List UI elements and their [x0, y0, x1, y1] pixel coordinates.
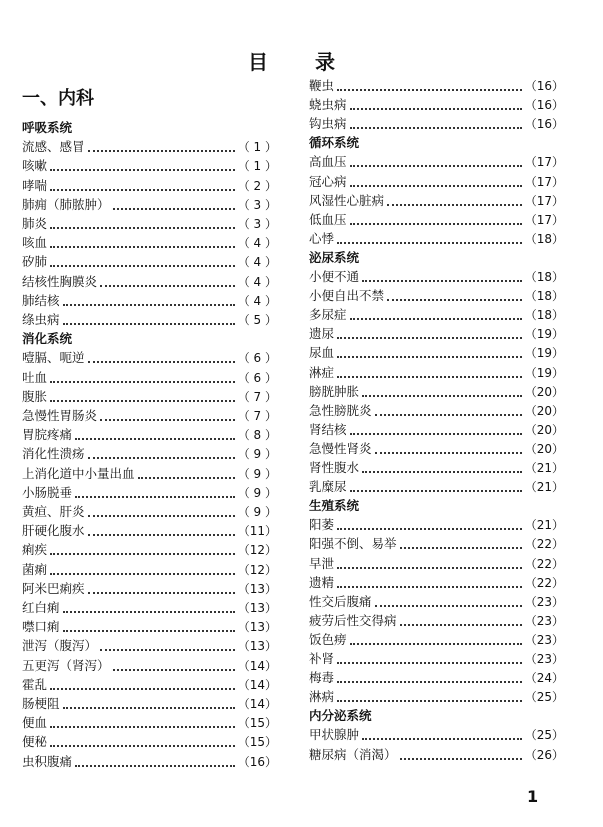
- toc-entry-title: 乳糜尿: [309, 479, 347, 495]
- toc-entry: [22, 521, 277, 541]
- dot-leader: [88, 592, 235, 594]
- toc-entry-title: 淋症: [309, 364, 335, 380]
- toc-entry: [22, 713, 277, 733]
- toc-entry-title: 便血: [22, 715, 48, 731]
- toc-entry-page: （21）: [524, 461, 564, 475]
- toc-entry-page: （ 5 ）: [237, 313, 277, 327]
- toc-entry-title: 饭色痨: [309, 631, 347, 647]
- dot-leader: [350, 643, 522, 645]
- toc-entry-title: 梅毒: [309, 670, 335, 686]
- dot-leader: [113, 208, 235, 210]
- dot-leader: [50, 400, 235, 402]
- toc-entry-page: （14）: [237, 677, 277, 692]
- dot-leader: [350, 108, 522, 110]
- dot-leader: [387, 299, 522, 301]
- toc-entry: [309, 687, 564, 707]
- toc-entry-title: 疲劳后性交得病: [309, 612, 397, 628]
- toc-entry: [22, 560, 277, 580]
- dot-leader: [63, 707, 235, 709]
- toc-entry: [309, 515, 564, 535]
- dot-leader: [350, 127, 522, 129]
- toc-entry-page: （18）: [524, 231, 564, 246]
- toc-entry-title: 急性膀胱炎: [309, 402, 372, 418]
- dot-leader: [337, 567, 522, 569]
- toc-entry: [22, 656, 277, 676]
- dot-leader: [350, 223, 522, 225]
- toc-entry-title: 阳强不倒、易举: [309, 536, 397, 552]
- toc-entry-title: 肝硬化腹水: [22, 523, 85, 539]
- toc-entry-title: 遗精: [309, 574, 335, 590]
- toc-entry: [22, 540, 277, 560]
- toc-entry-page: （17）: [524, 174, 564, 189]
- toc-entry-page: （13）: [237, 581, 277, 596]
- dot-leader: [63, 304, 235, 306]
- toc-entry-page: （ 2 ）: [237, 178, 277, 193]
- toc-entry: [22, 310, 277, 330]
- dot-leader: [50, 745, 235, 747]
- dot-leader: [88, 534, 235, 536]
- toc-entry: [22, 752, 277, 772]
- toc-entry-page: （ 3 ）: [237, 217, 277, 231]
- toc-entry: [22, 483, 277, 503]
- toc-entry: [309, 324, 564, 344]
- dot-leader: [50, 246, 235, 248]
- toc-entry: [22, 406, 277, 426]
- toc-entry-title: 糖尿病（消渴）: [309, 746, 397, 762]
- toc-entry-page: （ 4 ）: [237, 236, 277, 251]
- toc-entry: [309, 363, 564, 383]
- toc-entry-title: 绦虫病: [22, 312, 60, 327]
- toc-entry-page: （19）: [524, 327, 564, 342]
- toc-entry: [22, 464, 277, 484]
- category-heading: 内分泌系统: [309, 708, 372, 724]
- toc-entry-page: （17）: [524, 193, 564, 208]
- toc-entry-page: （20）: [524, 384, 564, 399]
- toc-entry: [309, 172, 564, 192]
- toc-entry: [309, 191, 564, 211]
- dot-leader: [350, 433, 522, 435]
- dot-leader: [337, 681, 522, 683]
- toc-entry-page: （ 3 ）: [237, 197, 277, 212]
- dot-leader: [50, 265, 235, 267]
- dot-leader: [100, 285, 235, 287]
- toc-entry-page: （23）: [524, 613, 564, 628]
- toc-entry: [309, 210, 564, 230]
- toc-entry-page: （15）: [237, 716, 277, 731]
- toc-entry-title: 小便不通: [309, 269, 360, 284]
- toc-entry-title: 小肠脱垂: [22, 484, 73, 500]
- toc-entry-page: （17）: [524, 155, 564, 170]
- dot-leader: [375, 605, 522, 607]
- dot-leader: [75, 765, 235, 767]
- dot-leader: [75, 438, 235, 440]
- toc-entry: [309, 76, 564, 96]
- page-title: 目 录: [248, 50, 355, 74]
- dot-leader: [50, 553, 235, 555]
- toc-entry: [309, 649, 564, 669]
- toc-entry: [22, 444, 277, 464]
- toc-entry: [22, 291, 277, 311]
- toc-entry: [309, 305, 564, 325]
- toc-entry-page: （ 1 ）: [237, 159, 277, 174]
- toc-entry: [309, 114, 564, 134]
- toc-entry-page: （ 4 ）: [237, 255, 277, 270]
- dot-leader: [350, 165, 522, 167]
- toc-entry-title: 风湿性心脏病: [309, 192, 385, 208]
- toc-entry-page: （22）: [524, 537, 564, 552]
- toc-entry-page: （22）: [524, 575, 564, 590]
- toc-entry-title: 红白痢: [22, 600, 60, 615]
- toc-entry: [22, 272, 277, 292]
- toc-entry-title: 五更泻（肾泻）: [22, 657, 110, 673]
- dot-leader: [337, 700, 522, 702]
- toc-entry: [309, 343, 564, 363]
- toc-entry: [309, 668, 564, 688]
- toc-entry-page: （ 9 ）: [237, 505, 277, 519]
- toc-entry: [309, 286, 564, 306]
- toc-entry-title: 虫积腹痛: [22, 753, 73, 769]
- toc-entry-page: （ 8 ）: [237, 428, 277, 443]
- toc-entry: [309, 152, 564, 172]
- toc-entry-page: （19）: [524, 346, 564, 361]
- toc-entry-title: 阳萎: [309, 517, 335, 533]
- dot-leader: [100, 419, 235, 421]
- toc-entry-title: 胃脘疼痛: [22, 427, 73, 443]
- toc-entry-page: （15）: [237, 735, 277, 750]
- toc-entry-page: （12）: [237, 562, 277, 577]
- dot-leader: [100, 649, 235, 651]
- toc-entry-title: 肾性腹水: [309, 460, 360, 475]
- toc-entry-title: 噎膈、呃逆: [22, 350, 85, 366]
- toc-entry-title: 矽肺: [22, 254, 48, 270]
- dot-leader: [337, 89, 522, 91]
- toc-entry-title: 早泄: [309, 555, 335, 571]
- toc-entry: [309, 745, 564, 765]
- toc-entry: [309, 611, 564, 631]
- toc-entry-page: （26）: [524, 747, 564, 762]
- toc-entry-title: 冠心病: [309, 173, 347, 189]
- toc-entry-page: （ 6 ）: [237, 370, 277, 385]
- category-heading: 消化系统: [22, 331, 73, 347]
- toc-entry: [309, 534, 564, 554]
- toc-entry-page: （20）: [524, 422, 564, 437]
- toc-entry-title: 小便自出不禁: [309, 288, 385, 304]
- toc-entry: [22, 387, 277, 407]
- dot-leader: [350, 318, 522, 320]
- toc-entry-page: （ 6 ）: [237, 351, 277, 366]
- toc-entry-title: 甲状腺肿: [309, 727, 360, 743]
- category-heading: 循环系统: [309, 135, 360, 151]
- dot-leader: [337, 337, 522, 339]
- dot-leader: [50, 726, 235, 728]
- toc-entry-page: （23）: [524, 632, 564, 647]
- toc-entry-page: （16）: [237, 754, 277, 769]
- dot-leader: [138, 477, 235, 479]
- toc-entry-page: （21）: [524, 480, 564, 495]
- toc-entry-page: （19）: [524, 365, 564, 380]
- toc-entry-title: 痢疾: [22, 542, 48, 558]
- dot-leader: [113, 669, 235, 671]
- page-number: 1: [527, 787, 539, 806]
- toc-entry-page: （ 9 ）: [237, 466, 277, 481]
- dot-leader: [88, 150, 235, 152]
- toc-entry: [22, 348, 277, 368]
- toc-entry: [22, 368, 277, 388]
- toc-entry: [22, 137, 277, 157]
- toc-entry-title: 肠梗阻: [22, 696, 60, 711]
- dot-leader: [50, 227, 235, 229]
- toc-entry-title: 肾结核: [309, 421, 347, 437]
- dot-leader: [350, 490, 522, 492]
- toc-entry: [22, 252, 277, 272]
- toc-entry-page: （22）: [524, 556, 564, 571]
- toc-entry: [22, 732, 277, 752]
- toc-entry-title: 蛲虫病: [309, 97, 347, 113]
- toc-entry-page: （ 9 ）: [237, 447, 277, 462]
- toc-entry-title: 钩虫病: [309, 116, 347, 132]
- dot-leader: [337, 586, 522, 588]
- toc-entry: [22, 176, 277, 196]
- dot-leader: [362, 471, 522, 473]
- toc-entry-page: （ 9 ）: [237, 485, 277, 500]
- toc-entry-title: 急慢性胃肠炎: [22, 408, 98, 423]
- toc-entry-title: 阿米巴痢疾: [22, 580, 85, 596]
- toc-entry-title: 流感、感冒: [22, 139, 85, 155]
- toc-entry: [309, 95, 564, 115]
- toc-entry-title: 淋病: [309, 689, 335, 705]
- toc-entry-page: （16）: [524, 117, 564, 132]
- toc-entry: [309, 725, 564, 745]
- toc-entry-page: （ 4 ）: [237, 274, 277, 289]
- toc-entry-page: （18）: [524, 270, 564, 284]
- dot-leader: [362, 738, 522, 740]
- toc-entry-page: （ 1 ）: [237, 140, 277, 155]
- toc-entry-page: （20）: [524, 403, 564, 418]
- toc-entry-title: 膀胱肿胀: [309, 383, 360, 399]
- toc-entry: [309, 458, 564, 478]
- dot-leader: [362, 280, 522, 282]
- dot-leader: [400, 547, 522, 549]
- toc-entry-title: 哮喘: [22, 177, 48, 193]
- toc-entry: [22, 195, 277, 215]
- dot-leader: [50, 169, 235, 171]
- toc-entry: [309, 630, 564, 650]
- toc-entry-title: 遗尿: [309, 326, 335, 342]
- toc-entry-title: 上消化道中小量出血: [22, 465, 135, 481]
- toc-entry-page: （16）: [524, 79, 564, 93]
- dot-leader: [88, 361, 235, 363]
- toc-entry: [309, 592, 564, 612]
- toc-entry-title: 急慢性肾炎: [309, 440, 372, 456]
- toc-entry-page: （14）: [237, 658, 277, 673]
- toc-entry-page: （23）: [524, 594, 564, 609]
- dot-leader: [400, 624, 522, 626]
- toc-entry: [22, 617, 277, 637]
- dot-leader: [337, 528, 522, 530]
- toc-entry-title: 性交后腹痛: [309, 593, 372, 609]
- toc-entry-title: 高血压: [309, 154, 347, 170]
- toc-entry: [22, 156, 277, 176]
- toc-entry: [22, 598, 277, 618]
- category-heading: 生殖系统: [309, 498, 360, 514]
- dot-leader: [88, 457, 235, 459]
- toc-entry-page: （18）: [524, 308, 564, 323]
- toc-entry: [22, 502, 277, 522]
- dot-leader: [337, 242, 522, 244]
- toc-entry: [22, 425, 277, 445]
- dot-leader: [50, 381, 235, 383]
- toc-entry-page: （13）: [237, 639, 277, 654]
- toc-entry: [22, 675, 277, 695]
- dot-leader: [63, 323, 235, 325]
- dot-leader: [387, 204, 522, 206]
- toc-entry-title: 多尿症: [309, 307, 347, 323]
- toc-entry-title: 霍乱: [22, 676, 48, 692]
- dot-leader: [50, 688, 235, 690]
- dot-leader: [63, 630, 235, 632]
- toc-entry: [22, 694, 277, 714]
- toc-entry: [309, 439, 564, 459]
- dot-leader: [337, 662, 522, 664]
- toc-entry-page: （17）: [524, 212, 564, 227]
- dot-leader: [50, 189, 235, 191]
- toc-entry-title: 肺炎: [22, 216, 48, 231]
- toc-entry: [309, 420, 564, 440]
- dot-leader: [50, 573, 235, 575]
- toc-entry-title: 尿血: [309, 345, 335, 361]
- toc-entry-page: （ 4 ）: [237, 293, 277, 308]
- toc-entry-title: 咳嗽: [22, 158, 48, 174]
- category-heading: 泌尿系统: [309, 249, 360, 265]
- dot-leader: [337, 376, 522, 378]
- toc-entry-page: （ 7 ）: [237, 389, 277, 404]
- toc-entry: [22, 579, 277, 599]
- dot-leader: [375, 414, 522, 416]
- toc-entry-title: 补肾: [309, 651, 335, 666]
- toc-entry-page: （24）: [524, 671, 564, 686]
- toc-entry-title: 泄泻（腹泻）: [22, 638, 98, 654]
- toc-entry-page: （13）: [237, 601, 277, 615]
- toc-entry: [309, 401, 564, 421]
- toc-entry-page: （13）: [237, 620, 277, 635]
- toc-entry-title: 鞭虫: [309, 78, 335, 93]
- dot-leader: [63, 611, 235, 613]
- toc-entry-page: （25）: [524, 690, 564, 705]
- toc-entry: [22, 214, 277, 234]
- toc-entry-title: 噤口痢: [22, 619, 60, 635]
- dot-leader: [375, 452, 522, 454]
- toc-entry: [22, 233, 277, 253]
- toc-entry-title: 结核性胸膜炎: [22, 273, 98, 289]
- toc-entry-title: 肺结核: [22, 292, 60, 308]
- toc-entry-title: 吐血: [22, 369, 48, 385]
- toc-entry-title: 黄疸、肝炎: [22, 504, 85, 519]
- toc-entry-page: （ 7 ）: [237, 409, 277, 423]
- toc-entry: [309, 477, 564, 497]
- toc-entry-title: 菌痢: [22, 561, 48, 577]
- toc-entry-title: 消化性溃疡: [22, 446, 85, 462]
- toc-entry: [309, 267, 564, 287]
- category-heading: 呼吸系统: [22, 120, 73, 135]
- toc-entry: [309, 554, 564, 574]
- toc-entry-title: 低血压: [309, 211, 347, 227]
- toc-entry-title: 腹胀: [22, 388, 48, 404]
- toc-entry-page: （23）: [524, 652, 564, 666]
- toc-entry-page: （18）: [524, 289, 564, 304]
- toc-entry-title: 咳血: [22, 235, 48, 251]
- toc-entry: [309, 382, 564, 402]
- dot-leader: [350, 185, 522, 187]
- toc-entry-page: （25）: [524, 728, 564, 743]
- toc-entry-page: （11）: [237, 524, 277, 539]
- toc-entry: [309, 573, 564, 593]
- toc-entry-page: （14）: [237, 697, 277, 711]
- section-heading: 一、内科: [22, 88, 94, 109]
- toc-entry-title: 心悸: [309, 230, 335, 246]
- dot-leader: [362, 395, 522, 397]
- toc-entry: [22, 636, 277, 656]
- toc-entry-page: （12）: [237, 543, 277, 558]
- toc-entry-title: 肺痈（肺脓肿）: [22, 196, 110, 212]
- dot-leader: [75, 496, 235, 498]
- toc-entry-page: （21）: [524, 518, 564, 533]
- toc-entry-page: （20）: [524, 441, 564, 456]
- toc-entry: [309, 229, 564, 249]
- dot-leader: [337, 356, 522, 358]
- dot-leader: [88, 515, 235, 517]
- dot-leader: [400, 758, 522, 760]
- toc-entry-title: 便秘: [22, 734, 48, 750]
- toc-entry-page: （16）: [524, 98, 564, 113]
